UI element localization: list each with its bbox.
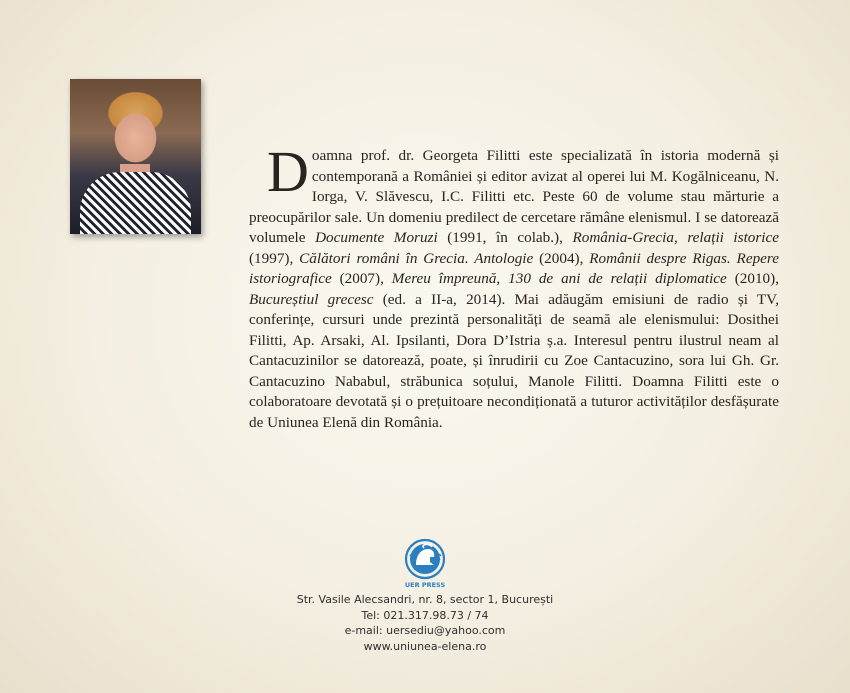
bio-text: (2010), <box>726 270 779 287</box>
bio-text: oamna prof. dr. Georgeta Filitti este specializată în istoria modernă și contemporană a României și editor avizat al operei lui M. Kogălniceanu, N. Iorga, V. Slăvescu, I.C. Filitti etc. Peste 60 de volume stau mărturie a preocupărilor sale. Un domeniu predilect de cercetare rămâne elenismul. I se datorează volumele <box>249 147 779 246</box>
address-phone: Tel: 021.317.98.73 / 74 <box>361 608 489 622</box>
bio-text: (2004), <box>533 249 590 267</box>
logo-label: UER PRESS <box>404 581 446 589</box>
bio-text: (2007), <box>331 270 392 287</box>
author-biography <box>249 139 779 433</box>
address-email[interactable]: e-mail: uersediu@yahoo.com <box>344 624 506 637</box>
author-portrait <box>70 79 201 234</box>
book-title: Românii despre Rigas. Repere istoriografice <box>249 249 779 287</box>
drop-cap: D <box>267 139 309 204</box>
uer-press-logo <box>402 538 448 590</box>
book-title: România-Grecia, relații istorice <box>572 229 779 246</box>
book-title: Mereu împreună, 130 de ani de relații diplomatice <box>391 270 727 287</box>
address-street: Str. Vasile Alecsandri, nr. 8, sector 1, București <box>296 593 554 606</box>
address-website[interactable]: www.uniunea-elena.ro <box>363 639 487 653</box>
book-title: Bucureștiul grecesc <box>249 290 374 308</box>
book-title: Documente Moruzi <box>315 229 438 246</box>
contact-block <box>250 592 600 654</box>
bio-text: (1997), <box>249 249 300 267</box>
bio-text: (ed. a II-a, 2014). Mai adăugăm emisiuni de radio și TV, conferințe, cursuri unde prezintă personalități de seamă ale elenismului: Dosithei Filitti, Ap. Arsaki, Al. Ipsilanti, Dora D’Istria ș.a. Interesul pentru ilustrul neam al Cantacuzinilor se datorează, poate, și înrudirii cu Zoe Cantacuzino, sora lui Gh. Gr. Cantacuzino Nababul, străbunica soțului, Manole Filitti. Doamna Filitti este o colaboratoare devotată și o prețuitoare necondiționată a tuturor activităților desfășurate de Uniunea Elenă din România. <box>249 290 779 431</box>
portrait-dress <box>80 172 191 234</box>
bio-text: (1991, în colab.), <box>437 229 573 246</box>
book-title: Călători români în Grecia. Antologie <box>299 249 534 267</box>
